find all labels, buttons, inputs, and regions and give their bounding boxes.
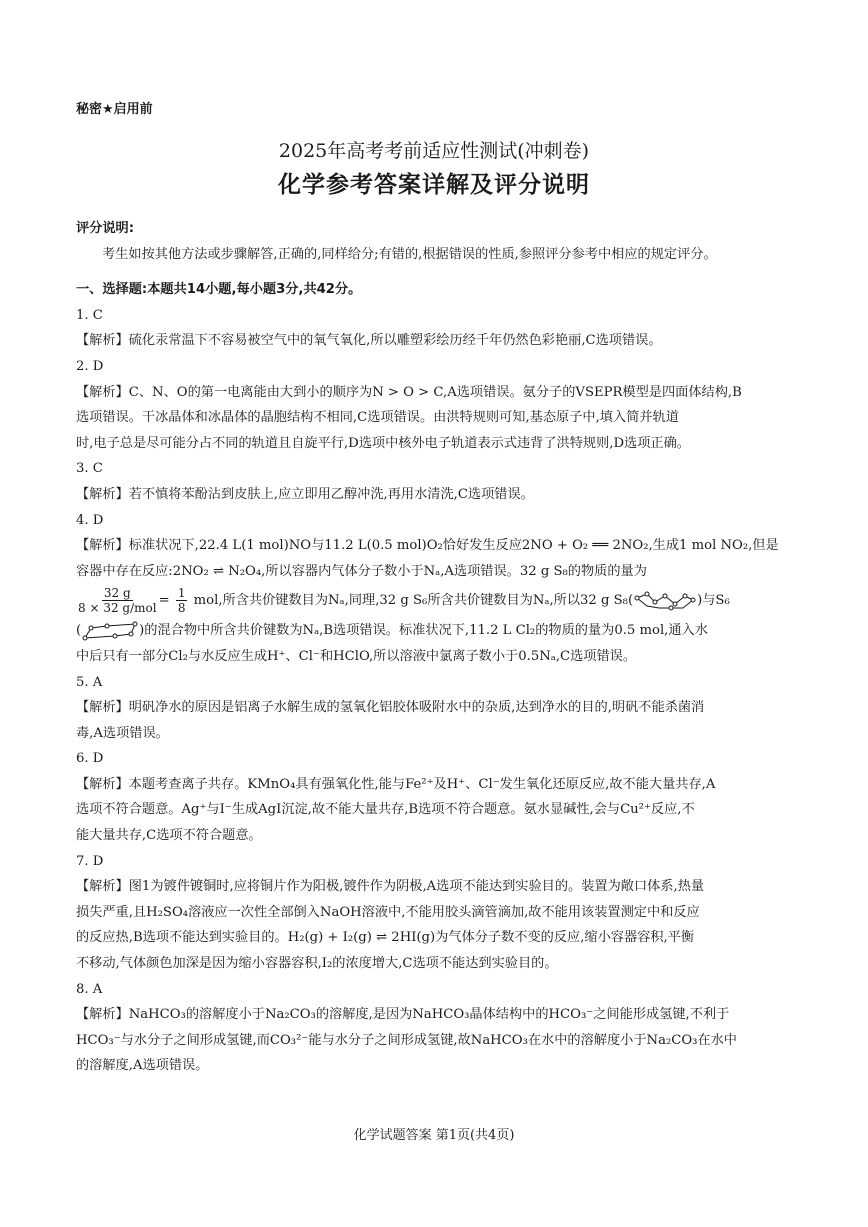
section-heading: 一、选择题:本题共14小题,每小题3分,共42分。 — [76, 282, 362, 298]
explanation-2-line: 选项错误。干冰晶体和冰晶体的晶胞结构不相同,C选项错误。由洪特规则可知,基态原子中,填入简并轨道 — [76, 410, 679, 426]
fraction-moles: $\frac{32 g}{\text{8 × 32 g/mol}}$ — [78, 586, 157, 616]
explanation-6-line: 选项不符合题意。Ag⁺与I⁻生成AgI沉淀,故不能大量共存,B选项不符合题意。氨水显碱性,会与Cu²⁺反应,不 — [76, 802, 695, 818]
answer-1: 1. C — [76, 307, 103, 323]
explanation-4-line: ( )的混合物中所含共价键数为Nₐ,B选项错误。标准状况下,11.2 L Cl₂的物质的量为0.5 mol,通入水 — [76, 618, 794, 644]
fraction-one-eighth: $\frac{1}{8}$ — [177, 586, 186, 616]
s8-ring-structure-icon — [633, 590, 697, 612]
s6-ring-structure-icon — [81, 620, 139, 642]
explanation-1: 【解析】硫化汞常温下不容易被空气中的氧气氧化,所以雕塑彩绘历经千年仍然色彩艳丽,C选项错误。 — [76, 333, 662, 349]
explanation-3: 【解析】若不慎将苯酚沾到皮肤上,应立即用乙醇冲洗,再用水清洗,C选项错误。 — [76, 486, 534, 502]
explanation-2-line: 时,电子总是尽可能分占不同的轨道且自旋平行,D选项中核外电子轨道表示式违背了洪特规则,D选项正确。 — [76, 435, 690, 451]
exam-title: 2025年高考考前适应性测试(冲刺卷) — [278, 140, 590, 162]
explanation-6-line: 【解析】本题考查离子共存。KMnO₄具有强氧化性,能与Fe²⁺及H⁺、Cl⁻发生氧化还原反应,故不能大量共存,A — [76, 776, 716, 792]
answer-2: 2. D — [76, 358, 104, 374]
scoring-text: 考生如按其他方法或步骤解答,正确的,同样给分;有错的,根据错误的性质,参照评分参考中相应的规定评分。 — [102, 246, 717, 262]
explanation-7-line: 损失严重,且H₂SO₄溶液应一次性全部倒入NaOH溶液中,不能用胶头滴管滴加,故不能用该装置测定中和反应 — [76, 904, 700, 920]
explanation-5-line: 【解析】明矾净水的原因是铝离子水解生成的氢氧化铝胶体吸附水中的杂质,达到净水的目的,明矾不能杀菌消 — [76, 700, 705, 716]
answer-8: 8. A — [76, 981, 103, 997]
explanation-5-line: 毒,A选项错误。 — [76, 725, 169, 741]
answer-5: 5. A — [76, 674, 103, 690]
explanation-8-line: HCO₃⁻与水分子之间形成氢键,而CO₃²⁻能与水分子之间形成氢键,故NaHCO₃在水中的溶解度小于Na₂CO₃在水中 — [76, 1032, 737, 1048]
confidential-mark: 秘密★启用前 — [76, 102, 153, 117]
explanation-4-line: 容器中存在反应:2NO₂ ⇌ N₂O₄,所以容器内气体分子数小于Nₐ,A选项错误。32 g S₈的物质的量为 — [76, 563, 647, 579]
explanation-4-line: 【解析】标准状况下,22.4 L(1 mol)NO与11.2 L(0.5 mol)O₂恰好发生反应2NO + O₂ ══ 2NO₂,生成1 mol NO₂,但是 — [76, 538, 779, 554]
explanation-2-line: 【解析】C、N、O的第一电离能由大到小的顺序为N > O > C,A选项错误。氨分子的VSEPR模型是四面体结构,B — [76, 384, 742, 400]
answer-4: 4. D — [76, 512, 104, 528]
explanation-8-line: 【解析】NaHCO₃的溶解度小于Na₂CO₃的溶解度,是因为NaHCO₃晶体结构中的HCO₃⁻之间能形成氢键,不利于 — [76, 1007, 730, 1023]
answer-3: 3. C — [76, 461, 103, 477]
explanation-7-line: 的反应热,B选项不能达到实验目的。H₂(g) + I₂(g) ⇌ 2HI(g)为气体分子数不变的反应,缩小容器容积,平衡 — [76, 930, 695, 946]
explanation-8-line: 的溶解度,A选项错误。 — [76, 1058, 209, 1074]
explanation-4-fraction-line: $\frac{32 g}{\text{8 × 32 g/mol}}$ = $\frac{1}{8}$ mol,所含共价键数目为Nₐ,同理,32 g S₆所含共价键数目为Nₐ,所以32 g S₈( )与S₆ — [78, 586, 730, 616]
scoring-heading: 评分说明: — [76, 221, 135, 236]
explanation-4-line: 中后只有一部分Cl₂与水反应生成H⁺、Cl⁻和HClO,所以溶液中氯离子数小于0.5Nₐ,C选项错误。 — [76, 648, 637, 664]
answer-7: 7. D — [76, 853, 104, 869]
document-title: 化学参考答案详解及评分说明 — [278, 172, 590, 198]
page-footer: 化学试题答案 第1页(共4页) — [353, 1128, 515, 1143]
explanation-7-line: 不移动,气体颜色加深是因为缩小容器容积,I₂的浓度增大,C选项不能达到实验目的。 — [76, 956, 558, 972]
explanation-6-line: 能大量共存,C选项不符合题意。 — [76, 828, 262, 844]
document-body — [76, 216, 794, 1079]
explanation-7-line: 【解析】图1为镀件镀铜时,应将铜片作为阳极,镀件作为阴极,A选项不能达到实验目的。装置为敞口体系,热量 — [76, 879, 705, 895]
answer-6: 6. D — [76, 751, 104, 767]
